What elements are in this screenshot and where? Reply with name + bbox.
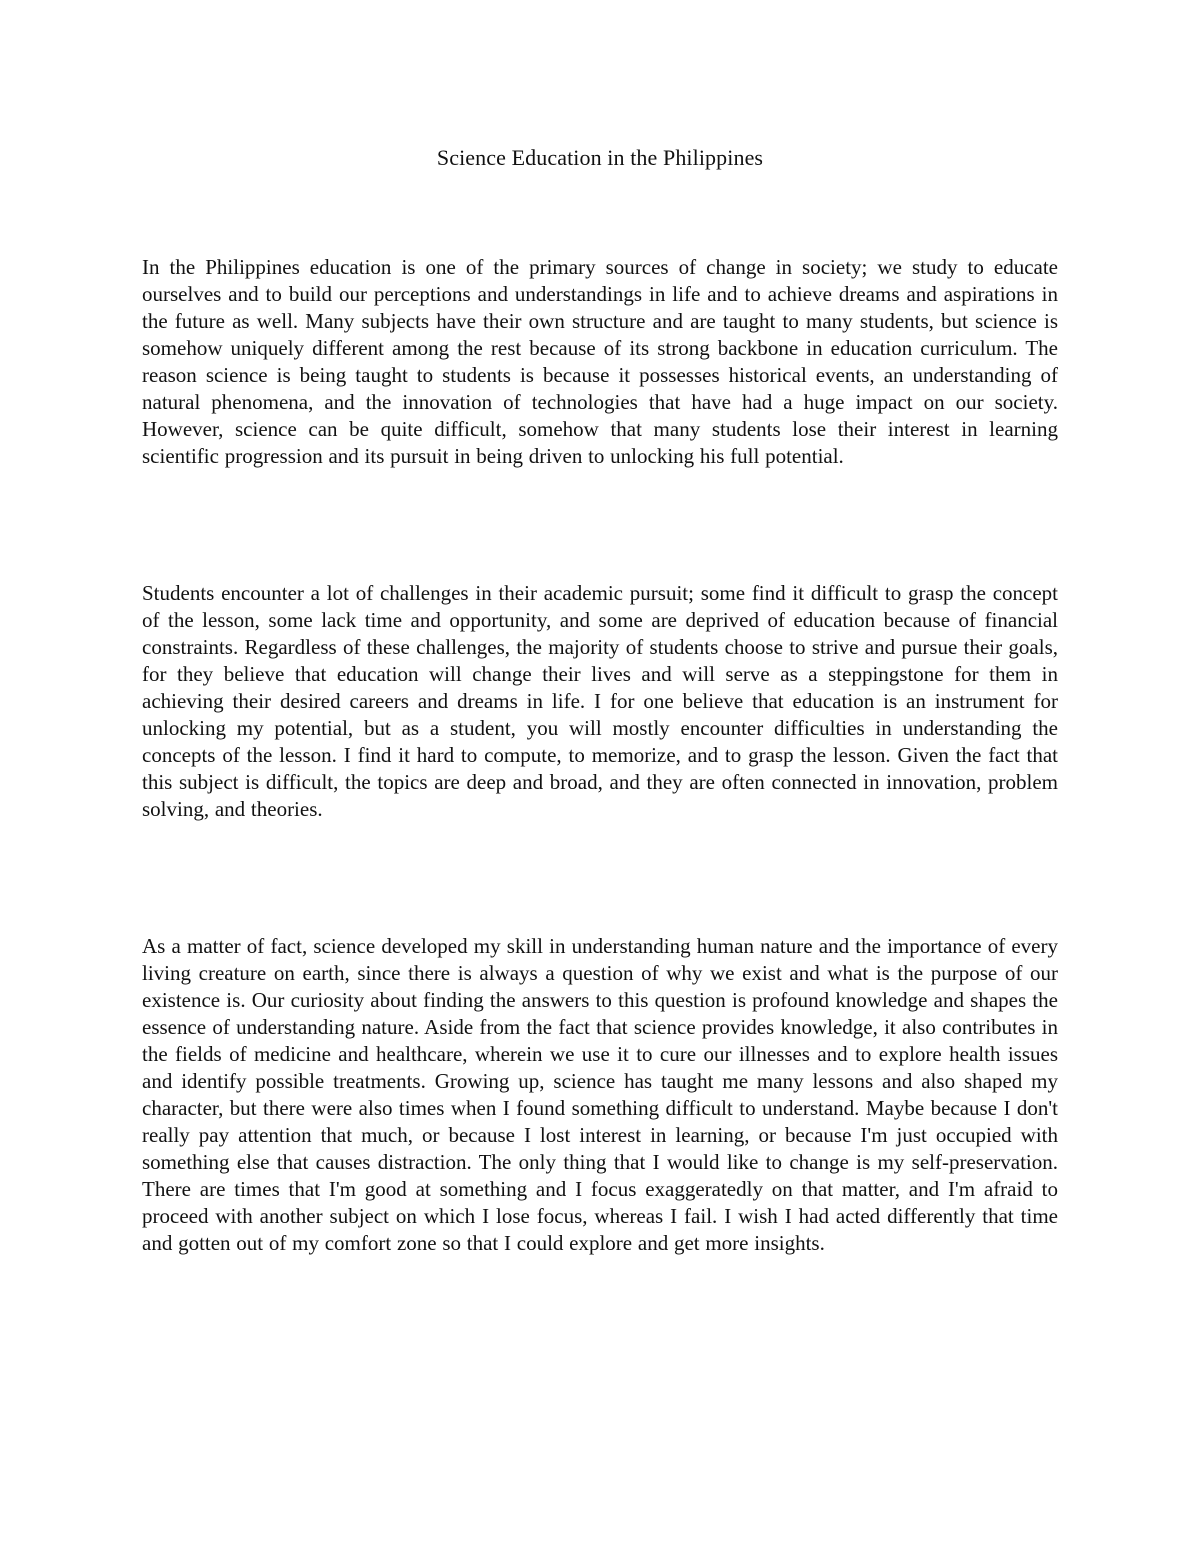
document-title: Science Education in the Philippines	[436, 145, 764, 170]
paragraph-1: In the Philippines education is one of the primary sources of change in society; we study to educate ourselves and to build our perceptions and understandings in life and to achieve dreams and aspirations in the future as well. Many subjects have their own structure and are taught to many students, but science is somehow uniquely different among the rest because of its strong backbone in education curriculum. The reason science is being taught to students is because it possesses historical events, an understanding of natural phenomena, and the innovation of technologies that have had a huge impact on our society. However, science can be quite difficult, somehow that many students lose their interest in learning scientific progression and its pursuit in being driven to unlocking his full potential.	[142, 255, 1058, 468]
paragraph-3: As a matter of fact, science developed my skill in understanding human nature and the importance of every living creature on earth, since there is always a question of why we exist and what is the purpose of our existence is. Our curiosity about finding the answers to this question is profound knowledge and shapes the essence of understanding nature. Aside from the fact that science provides knowledge, it also contributes in the fields of medicine and healthcare, wherein we use it to cure our illnesses and to explore health issues and identify possible treatments. Growing up, science has taught me many lessons and also shaped my character, but there were also times when I found something difficult to understand. Maybe because I don't really pay attention that much, or because I lost interest in learning, or because I'm just occupied with something else that causes distraction. The only thing that I would like to change is my self-preservation. There are times that I'm good at something and I focus exaggeratedly on that matter, and I'm afraid to proceed with another subject on which I lose focus, whereas I fail. I wish I had acted differently that time and gotten out of my comfort zone so that I could explore and get more insights.	[142, 934, 1058, 1255]
paragraph-2: Students encounter a lot of challenges in their academic pursuit; some find it difficult to grasp the concept of the lesson, some lack time and opportunity, and some are deprived of education because of financial constraints. Regardless of these challenges, the majority of students choose to strive and pursue their goals, for they believe that education will change their lives and will serve as a steppingstone for them in achieving their desired careers and dreams in life. I for one believe that education is an instrument for unlocking my potential, but as a student, you will mostly encounter difficulties in understanding the concepts of the lesson. I find it hard to compute, to memorize, and to grasp the lesson. Given the fact that this subject is difficult, the topics are deep and broad, and they are often connected in innovation, problem solving, and theories.	[142, 581, 1058, 821]
